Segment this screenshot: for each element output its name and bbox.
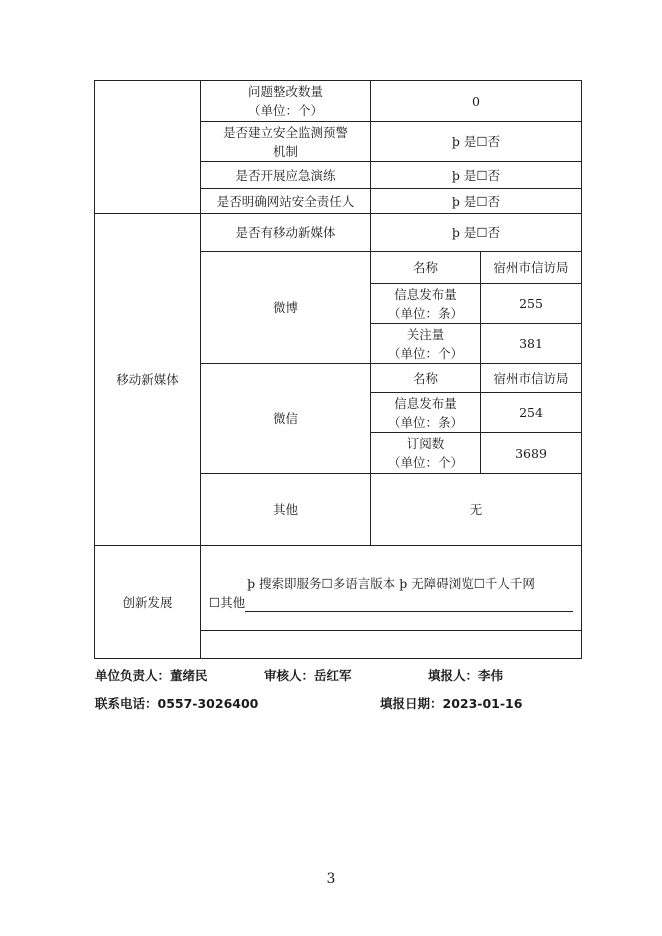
wechat-name-label: 名称 [371,364,481,393]
innovation-other-line [201,593,581,612]
weibo-label: 微博 [201,252,371,364]
report-table [94,80,582,659]
page-number: 3 [326,871,336,887]
rectify-count-value: 0 [371,81,582,122]
rectify-count-label: 问题整改数量 （单位：个） [201,81,371,122]
reviewer: 审核人：岳红军 [264,668,352,683]
drill-value: þ 是☐否 [371,162,582,189]
wechat-subs-label: 订阅数 （单位：个） [371,433,481,474]
fill-date: 填报日期：2023-01-16 [380,696,523,711]
filler: 填报人：李伟 [428,668,504,683]
unit-head: 单位负责人：董绪民 [95,668,208,683]
wechat-posts-label: 信息发布量 （单位：条） [371,393,481,433]
innovation-options-line: þ 搜索即服务☐多语言版本 þ 无障碍浏览☐千人千网 [247,575,535,591]
monitor-value: þ 是☐否 [371,122,582,162]
other-media-label: 其他 [201,474,371,546]
innovation-label: 创新发展 [95,546,201,659]
innovation-other-label: ☐其他 [208,594,246,610]
wechat-posts-value: 254 [481,393,582,433]
weibo-followers-value: 381 [481,324,582,364]
other-media-value: 无 [371,474,582,546]
wechat-subs-value: 3689 [481,433,582,474]
has-media-value: þ 是☐否 [371,214,582,252]
has-media-label: 是否有移动新媒体 [201,214,371,252]
weibo-posts-value: 255 [481,284,582,324]
monitor-label: 是否建立安全监测预警 机制 [201,122,371,162]
innovation-blank-line [201,612,581,631]
innovation-content [201,546,582,659]
media-section-label: 移动新媒体 [95,214,201,546]
weibo-name-value: 宿州市信访局 [481,252,582,284]
weibo-posts-label: 信息发布量 （单位：条） [371,284,481,324]
weibo-name-label: 名称 [371,252,481,284]
responsible-label: 是否明确网站安全责任人 [201,189,371,214]
weibo-followers-label: 关注量 （单位：个） [371,324,481,364]
responsible-value: þ 是☐否 [371,189,582,214]
security-section-cell [95,81,201,214]
wechat-name-value: 宿州市信访局 [481,364,582,393]
contact-phone: 联系电话：0557-3026400 [95,696,259,711]
innovation-other-blank [245,595,573,612]
drill-label: 是否开展应急演练 [201,162,371,189]
wechat-label: 微信 [201,364,371,474]
